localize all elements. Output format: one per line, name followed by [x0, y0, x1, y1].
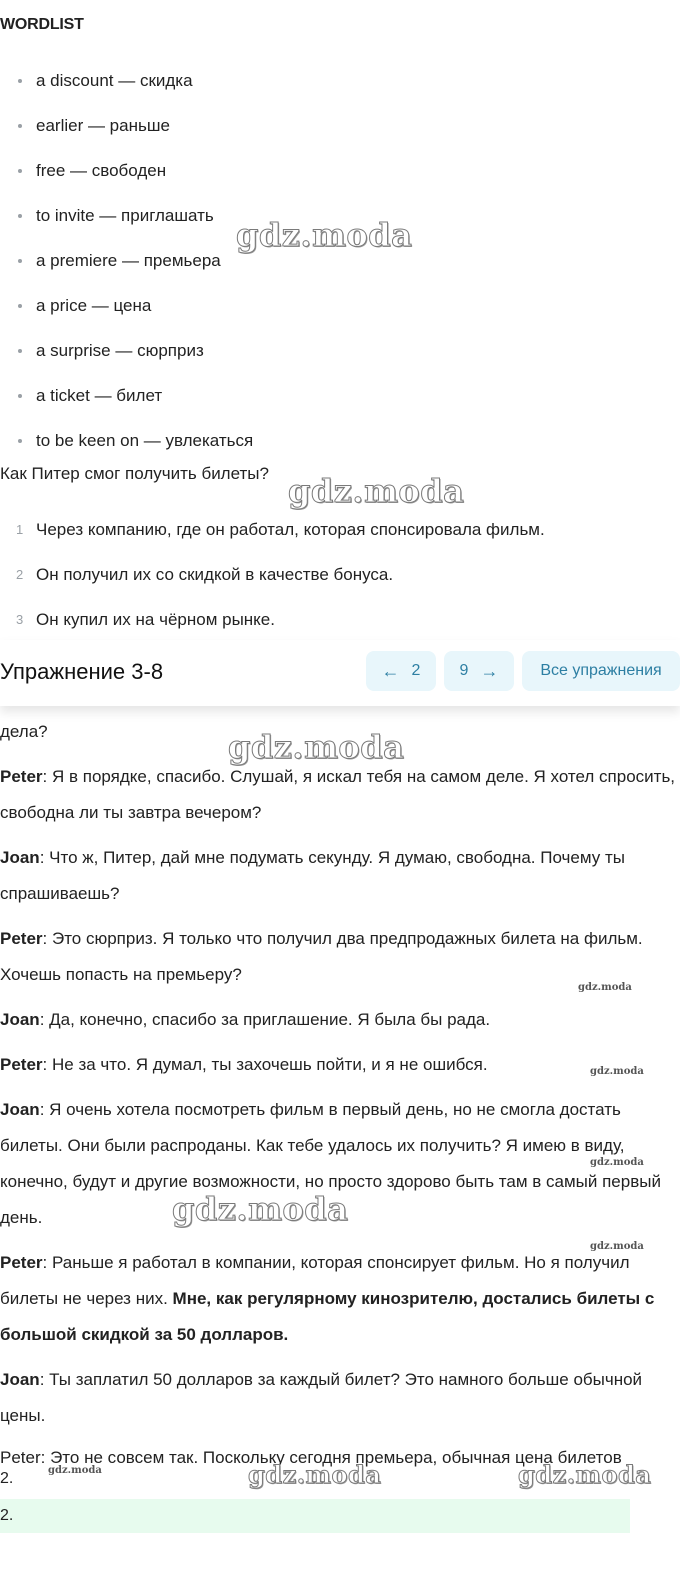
word-text: a price — цена — [36, 296, 152, 315]
dialogue-line — [0, 759, 680, 831]
answer-option — [0, 507, 680, 552]
word-text: a premiere — премьера — [36, 251, 221, 270]
bullet-icon — [18, 304, 22, 308]
speaker-name: Joan — [0, 1370, 40, 1389]
answer-options — [0, 507, 680, 642]
speaker-separator: : — [42, 929, 52, 948]
bullet-icon — [18, 394, 22, 398]
option-number: 2 — [16, 567, 24, 582]
bullet-icon — [18, 259, 22, 263]
speaker-separator: : — [42, 1055, 52, 1074]
dialogue-line — [0, 1362, 680, 1434]
speaker-name: Joan — [0, 1100, 40, 1119]
option-number: 3 — [16, 612, 24, 627]
word-list — [0, 58, 680, 463]
watermark-logo: gdz.moda — [288, 472, 465, 510]
all-exercises-button[interactable] — [522, 651, 680, 691]
word-text: to invite — приглашать — [36, 206, 214, 225]
bullet-icon — [18, 124, 22, 128]
word-text: to be keen on — увлекаться — [36, 431, 254, 450]
question-text: Как Питер смог получить билеты? — [0, 464, 269, 483]
watermark-small: gdz.moda — [590, 1066, 644, 1077]
speaker-name: Joan — [0, 848, 40, 867]
line-text: дела? — [0, 722, 48, 741]
line-text: Раньше я работал в компании, которая спонсирует фильм. Но я получил билеты не через них. — [0, 1253, 630, 1308]
speaker-separator: : — [39, 848, 50, 867]
word-item — [0, 103, 680, 148]
watermark-small: gdz.moda — [578, 982, 632, 993]
all-exercises-label: Все упражнения — [540, 662, 662, 679]
word-text: a ticket — билет — [36, 386, 163, 405]
option-text: Он купил их на чёрном рынке. — [36, 610, 275, 629]
dialogue-cut-line: Peter: Это не совсем так. Поскольку сегодня премьера, обычная цена билетов — [0, 1448, 622, 1467]
dialogue-line — [0, 1047, 680, 1083]
watermark-logo: gdz.moda — [236, 216, 413, 254]
highlighted-answer-text: Мне, как регулярному кинозрителю, достались билеты с большой скидкой за 50 долларов. — [0, 1289, 655, 1344]
line-text: Я очень хотела посмотреть фильм в первый день, но не смогла достать билеты. Они были распроданы. Как тебе удалось их получить? Я имею в виду, конечно, будут и другие возможности, но просто здорово быть там в самый первый день. — [0, 1100, 661, 1227]
answer-box: 2. — [0, 1499, 630, 1533]
prev-exercise-button[interactable] — [366, 651, 436, 691]
next-exercise-button[interactable] — [444, 651, 514, 691]
watermark-logo: gdz.moda — [518, 1460, 652, 1489]
line-text: Я в порядке, спасибо. Слушай, я искал тебя на самом деле. Я хотел спросить, свободна ли ты завтра вечером? — [0, 767, 676, 822]
exercise-header — [0, 640, 680, 706]
arrow-left-icon: ← — [381, 661, 400, 681]
watermark-logo: gdz.moda — [228, 728, 405, 766]
word-text: earlier — раньше — [36, 116, 170, 135]
watermark-logo: gdz.moda — [172, 1190, 349, 1228]
speaker-name: Peter — [0, 1055, 43, 1074]
option-number: 1 — [16, 522, 24, 537]
bullet-icon — [18, 214, 22, 218]
speaker-name: Peter — [0, 929, 43, 948]
watermark-small: gdz.moda — [48, 1465, 102, 1476]
wordlist-title: WORDLIST — [0, 16, 84, 33]
dialogue-line — [0, 1245, 680, 1353]
watermark-small: gdz.moda — [590, 1241, 644, 1252]
bullet-icon — [18, 349, 22, 353]
bullet-icon — [18, 439, 22, 443]
bullet-icon — [18, 169, 22, 173]
word-item — [0, 418, 680, 463]
bullet-icon — [18, 79, 22, 83]
line-text: Ты заплатил 50 долларов за каждый билет? Это намного больше обычной цены. — [0, 1370, 643, 1425]
watermark-logo: gdz.moda — [248, 1460, 382, 1489]
word-text: free — свободен — [36, 161, 167, 180]
line-text: Что ж, Питер, дай мне подумать секунду. Я думаю, свободна. Почему ты спрашиваешь? — [0, 848, 625, 903]
option-text: Он получил их со скидкой в качестве бонуса. — [36, 565, 394, 584]
speaker-separator: : — [42, 1253, 52, 1272]
word-item — [0, 148, 680, 193]
prev-exercise-label: 2 — [411, 662, 421, 679]
dialogue-line — [0, 840, 680, 912]
speaker-name: Peter — [0, 767, 43, 786]
answer-option — [0, 552, 680, 597]
speaker-separator: : — [39, 1010, 50, 1029]
speaker-separator: : — [39, 1370, 50, 1389]
speaker-name: Joan — [0, 1010, 40, 1029]
line-text: Да, конечно, спасибо за приглашение. Я была бы рада. — [49, 1010, 491, 1029]
line-text: Не за что. Я думал, ты захочешь пойти, и я не ошибся. — [51, 1055, 488, 1074]
line-text: Это сюрприз. Я только что получил два предпродажных билета на фильм. Хочешь попасть на премьеру? — [0, 929, 643, 984]
word-text: a surprise — сюрприз — [36, 341, 204, 360]
dialogue-text — [0, 714, 680, 1443]
next-exercise-label: 9 — [459, 662, 469, 679]
word-item — [0, 283, 680, 328]
dialogue-line — [0, 1002, 680, 1038]
exercise-title: Упражнение 3-8 — [0, 659, 164, 684]
speaker-name: Peter — [0, 1253, 43, 1272]
word-item — [0, 328, 680, 373]
answer-option — [0, 597, 680, 642]
word-item — [0, 373, 680, 418]
watermark-small: gdz.moda — [590, 1157, 644, 1168]
word-item — [0, 58, 680, 103]
speaker-separator: : — [39, 1100, 50, 1119]
answer-label: 2. — [0, 1470, 14, 1487]
speaker-separator: : — [42, 767, 52, 786]
word-text: a discount — скидка — [36, 71, 193, 90]
arrow-right-icon: → — [480, 661, 499, 681]
option-text: Через компанию, где он работал, которая спонсировала фильм. — [36, 520, 545, 539]
